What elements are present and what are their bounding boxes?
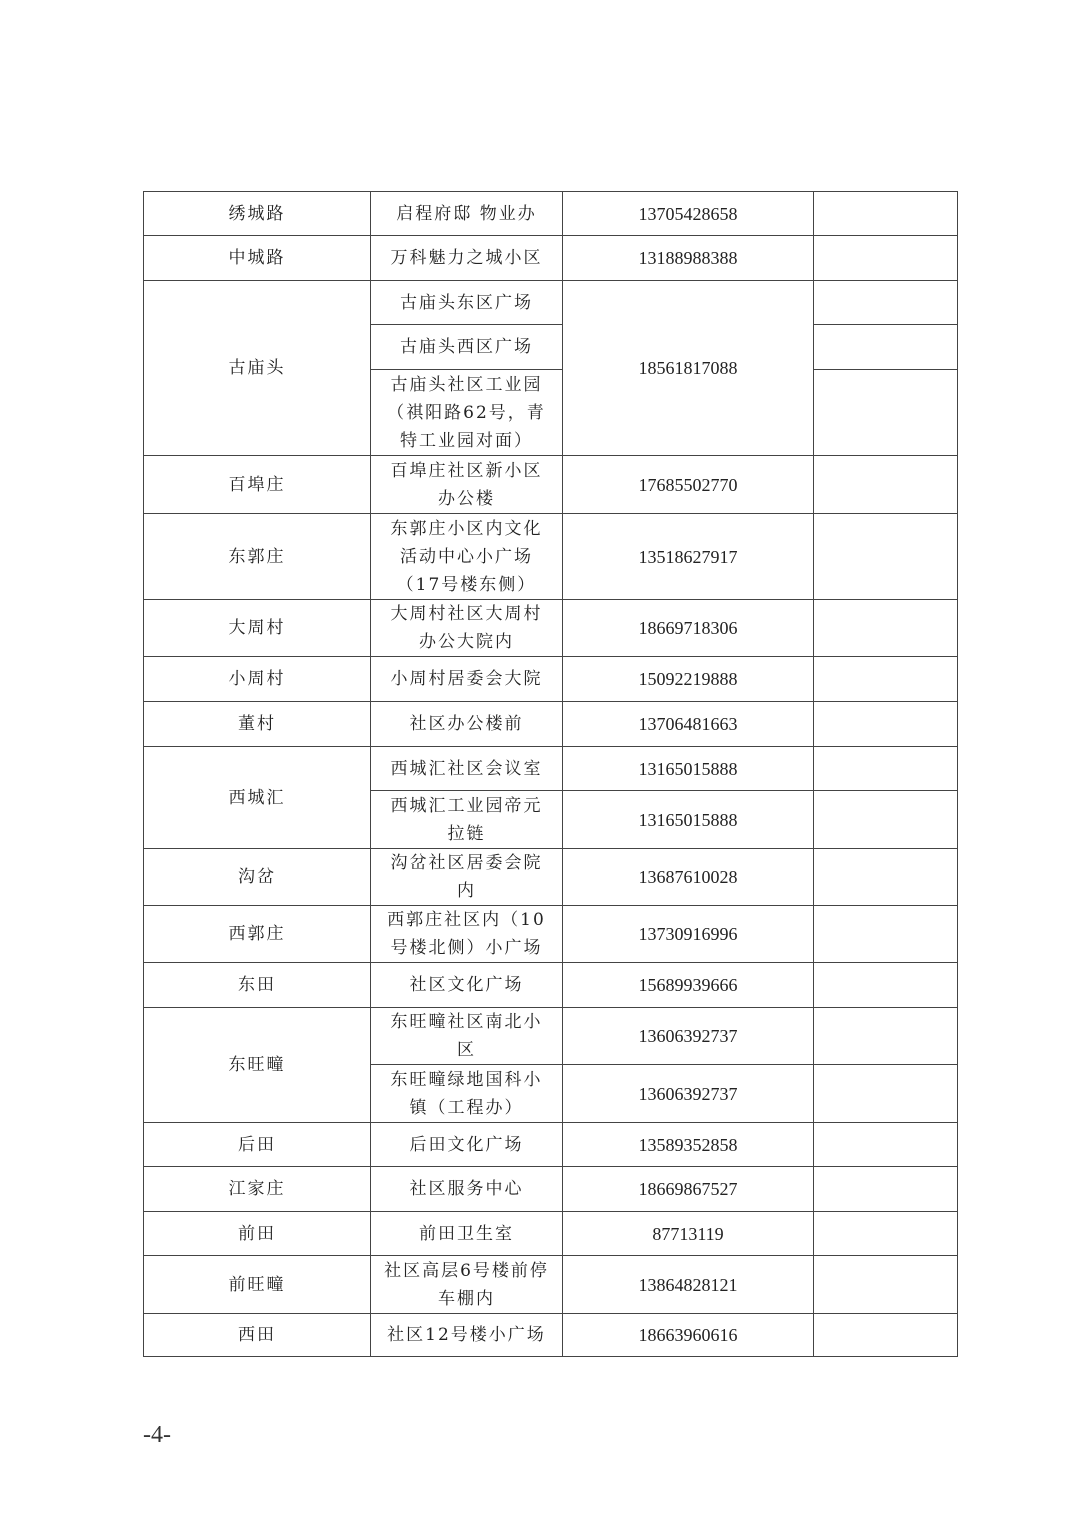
remark-cell xyxy=(814,747,958,791)
community-cell: 西田 xyxy=(144,1314,371,1357)
remark-cell xyxy=(814,370,958,456)
table-row xyxy=(144,1167,958,1212)
location-cell: 启程府邸 物业办 xyxy=(371,192,563,236)
remark-cell xyxy=(814,1167,958,1212)
table-row xyxy=(144,192,958,236)
remark-cell xyxy=(814,1212,958,1256)
remark-cell xyxy=(814,281,958,325)
remark-cell xyxy=(814,325,958,370)
site-table xyxy=(143,191,958,1357)
location-cell: 后田文化广场 xyxy=(371,1123,563,1167)
community-cell: 百埠庄 xyxy=(144,456,371,514)
community-cell: 沟岔 xyxy=(144,849,371,906)
phone-cell: 13188988388 xyxy=(563,236,814,281)
location-cell: 西城汇社区会议室 xyxy=(371,747,563,791)
location-cell: 大周村社区大周村办公大院内 xyxy=(371,600,563,657)
community-cell: 前旺疃 xyxy=(144,1256,371,1314)
location-cell: 社区高层6号楼前停车棚内 xyxy=(371,1256,563,1314)
community-cell: 东田 xyxy=(144,963,371,1008)
location-cell: 东郭庄小区内文化活动中心小广场（17号楼东侧） xyxy=(371,514,563,600)
community-cell: 古庙头 xyxy=(144,281,371,456)
location-cell: 东旺疃绿地国科小镇（工程办） xyxy=(371,1065,563,1123)
remark-cell xyxy=(814,600,958,657)
phone-cell: 13706481663 xyxy=(563,702,814,747)
community-cell: 东旺疃 xyxy=(144,1008,371,1123)
phone-cell: 87713119 xyxy=(563,1212,814,1256)
community-cell: 东郭庄 xyxy=(144,514,371,600)
remark-cell xyxy=(814,192,958,236)
phone-cell: 13606392737 xyxy=(563,1065,814,1123)
location-cell: 古庙头西区广场 xyxy=(371,325,563,370)
remark-cell xyxy=(814,657,958,702)
phone-cell: 13687610028 xyxy=(563,849,814,906)
table-row xyxy=(144,1212,958,1256)
location-cell: 小周村居委会大院 xyxy=(371,657,563,702)
community-cell: 前田 xyxy=(144,1212,371,1256)
location-cell: 东旺疃社区南北小区 xyxy=(371,1008,563,1065)
remark-cell xyxy=(814,906,958,963)
location-cell: 古庙头东区广场 xyxy=(371,281,563,325)
page-number: -4- xyxy=(143,1422,171,1448)
location-cell: 古庙头社区工业园（祺阳路62号，青特工业园对面） xyxy=(371,370,563,456)
community-cell: 西城汇 xyxy=(144,747,371,849)
table-row xyxy=(144,514,958,600)
location-cell: 沟岔社区居委会院内 xyxy=(371,849,563,906)
community-cell: 中城路 xyxy=(144,236,371,281)
table-row xyxy=(144,906,958,963)
phone-cell: 13165015888 xyxy=(563,791,814,849)
remark-cell xyxy=(814,702,958,747)
community-cell: 小周村 xyxy=(144,657,371,702)
table-row xyxy=(144,1314,958,1357)
phone-cell: 13606392737 xyxy=(563,1008,814,1065)
remark-cell xyxy=(814,456,958,514)
table-row xyxy=(144,1008,958,1065)
table-row xyxy=(144,236,958,281)
community-cell: 大周村 xyxy=(144,600,371,657)
remark-cell xyxy=(814,791,958,849)
table-row xyxy=(144,702,958,747)
phone-cell: 13864828121 xyxy=(563,1256,814,1314)
phone-cell: 13518627917 xyxy=(563,514,814,600)
table-row xyxy=(144,1123,958,1167)
location-cell: 西郭庄社区内（10号楼北侧）小广场 xyxy=(371,906,563,963)
community-cell: 后田 xyxy=(144,1123,371,1167)
phone-cell: 13589352858 xyxy=(563,1123,814,1167)
location-cell: 社区文化广场 xyxy=(371,963,563,1008)
community-cell: 江家庄 xyxy=(144,1167,371,1212)
remark-cell xyxy=(814,963,958,1008)
phone-cell: 13165015888 xyxy=(563,747,814,791)
community-cell: 西郭庄 xyxy=(144,906,371,963)
remark-cell xyxy=(814,1008,958,1065)
table-row xyxy=(144,281,958,325)
phone-cell: 18669718306 xyxy=(563,600,814,657)
table-row xyxy=(144,1256,958,1314)
community-cell: 绣城路 xyxy=(144,192,371,236)
remark-cell xyxy=(814,514,958,600)
phone-cell: 15689939666 xyxy=(563,963,814,1008)
phone-cell: 18669867527 xyxy=(563,1167,814,1212)
remark-cell xyxy=(814,236,958,281)
table-row xyxy=(144,657,958,702)
location-cell: 社区服务中心 xyxy=(371,1167,563,1212)
remark-cell xyxy=(814,849,958,906)
table-row xyxy=(144,747,958,791)
phone-cell: 18561817088 xyxy=(563,281,814,456)
table-row xyxy=(144,456,958,514)
remark-cell xyxy=(814,1256,958,1314)
phone-cell: 13730916996 xyxy=(563,906,814,963)
remark-cell xyxy=(814,1314,958,1357)
phone-cell: 13705428658 xyxy=(563,192,814,236)
phone-cell: 15092219888 xyxy=(563,657,814,702)
table-row xyxy=(144,600,958,657)
location-cell: 前田卫生室 xyxy=(371,1212,563,1256)
location-cell: 百埠庄社区新小区办公楼 xyxy=(371,456,563,514)
phone-cell: 18663960616 xyxy=(563,1314,814,1357)
remark-cell xyxy=(814,1065,958,1123)
remark-cell xyxy=(814,1123,958,1167)
phone-cell: 17685502770 xyxy=(563,456,814,514)
location-cell: 万科魅力之城小区 xyxy=(371,236,563,281)
location-cell: 西城汇工业园帝元拉链 xyxy=(371,791,563,849)
location-cell: 社区办公楼前 xyxy=(371,702,563,747)
community-cell: 董村 xyxy=(144,702,371,747)
location-cell: 社区12号楼小广场 xyxy=(371,1314,563,1357)
table-row xyxy=(144,849,958,906)
table-row xyxy=(144,963,958,1008)
